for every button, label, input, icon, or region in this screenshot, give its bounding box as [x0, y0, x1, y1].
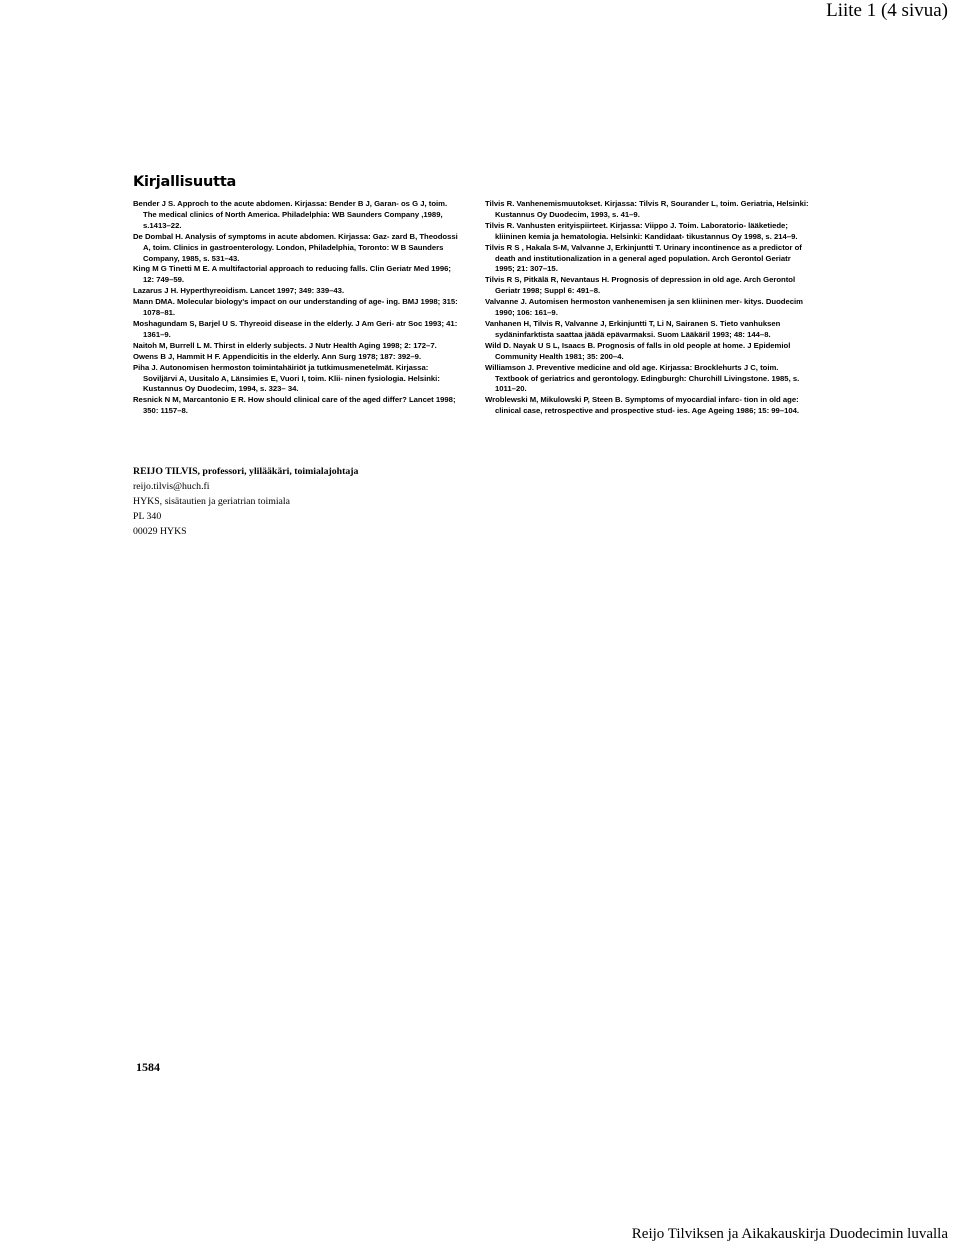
reference-item: Naitoh M, Burrell L M. Thirst in elderly subjects. J Nutr Health Aging 1998; 2: 172–7. — [133, 340, 437, 350]
reference-item: Tilvis R S, Pitkälä R, Nevantaus H. Prognosis of depression in old age. Arch Gerontol Geriatr 1998; Suppl 6: 491–8. — [485, 275, 796, 296]
reference-item: De Dombal H. Analysis of symptoms in acute abdomen. Kirjassa: Gaz- zard B, Theodossi A, toim. Clinics in gastroenterology. London, Philadelphia, Toronto: W B Saunders Company, 1985, s. 531–43. — [133, 231, 458, 263]
reference-item: Wroblewski M, Mikulowski P, Steen B. Symptoms of myocardial infarc- tion in old age: clinical case, retrospective and prospective stud- ies. Age Ageing 1986; 15: 99–104. — [485, 395, 800, 416]
reference-item: Owens B J, Hammit H F. Appendicitis in the elderly. Ann Surg 1978; 187: 392–9. — [133, 351, 422, 361]
reference-item: Mann DMA. Molecular biology's impact on our understanding of age- ing. BMJ 1998; 315: 1078–81. — [133, 297, 458, 318]
author-info — [133, 464, 358, 539]
section-title: Kirjallisuutta — [133, 174, 237, 190]
reference-item: Vanhanen H, Tilvis R, Valvanne J, Erkinjuntti T, Li N, Sairanen S. Tieto vanhuksen sydäninfarktista saattaa jäädä epävarmaksi. Suom Lääkäril 1993; 48: 144–8. — [485, 318, 781, 339]
reference-item: Williamson J. Preventive medicine and old age. Kirjassa: Brocklehurts J C, toim. Textbook of geriatrics and gerontology. Edingburgh: Churchill Livingstone. 1985, s. 1011–20. — [485, 362, 800, 394]
reference-item: Bender J S. Approch to the acute abdomen. Kirjassa: Bender B J, Garan- os G J, toim. The medical clinics of North America. Philadelphia: WB Saunders Company ,1989, s.1413–22. — [133, 199, 448, 230]
author-postal-code: 00029 HYKS — [133, 526, 187, 537]
reference-item: Resnick N M, Marcantonio E R. How should clinical care of the aged differ? Lancet 1998; 350: 1157–8. — [133, 395, 456, 416]
references-left-column — [133, 199, 458, 417]
reference-item: Lazarus J H. Hyperthyreoidism. Lancet 1997; 349: 339–43. — [133, 286, 345, 296]
author-email[interactable]: reijo.tilvis@huch.fi — [133, 481, 210, 492]
reference-item: Piha J. Autonomisen hermoston toimintahäiriöt ja tutkimusmenetelmät. Kirjassa: Soviljärvi A, Uusitalo A, Länsimies E, Vuori I, toim. Klii- ninen fysiologia. Helsinki: Kustannus Oy Duodecim, 1994, s. 323– 34. — [133, 362, 440, 394]
page-number: 1584 — [136, 1060, 160, 1074]
reference-item: Tilvis R. Vanhusten erityispiirteet. Kirjassa: Viippo J. Toim. Laboratorio- lääketiede; kliininen kemia ja hematologia. Helsinki: Kandidaat- tikustannus Oy 1998, s. 214–9. — [485, 220, 798, 241]
author-organization: HYKS, sisätautien ja geriatrian toimiala — [133, 496, 290, 507]
author-po-box: PL 340 — [133, 511, 162, 522]
page-header: Liite 1 (4 sivua) — [826, 0, 948, 21]
reference-item: Tilvis R. Vanhenemismuutokset. Kirjassa: Tilvis R, Sourander L, toim. Geriatria, Helsinki: Kustannus Oy Duodecim, 1993, s. 41–9. — [485, 199, 809, 219]
reference-item: King M G Tinetti M E. A multifactorial approach to reducing falls. Clin Geriatr Med 1996; 12: 749–59. — [133, 264, 451, 285]
reference-item: Moshagundam S, Barjel U S. Thyreoid disease in the elderly. J Am Geri- atr Soc 1993; 41: 1361–9. — [133, 318, 458, 339]
author-name: REIJO TILVIS, professori, ylilääkäri, toimialajohtaja — [133, 466, 359, 477]
page-footer: Reijo Tilviksen ja Aikakauskirja Duodecimin luvalla — [631, 1226, 948, 1242]
reference-item: Valvanne J. Automisen hermoston vanhenemisen ja sen kliininen mer- kitys. Duodecim 1990; 106: 161–9. — [485, 297, 803, 318]
reference-item: Wild D. Nayak U S L, Isaacs B. Prognosis of falls in old people at home. J Epidemiol Community Health 1981; 35: 200–4. — [485, 340, 791, 361]
references-right-column — [485, 199, 810, 417]
reference-item: Tilvis R S , Hakala S-M, Valvanne J, Erkinjuntti T. Urinary incontinence as a predictor of death and institutionalization in a general aged population. Arch Gerontol Geriatr 1995; 21: 307–15. — [485, 242, 802, 274]
